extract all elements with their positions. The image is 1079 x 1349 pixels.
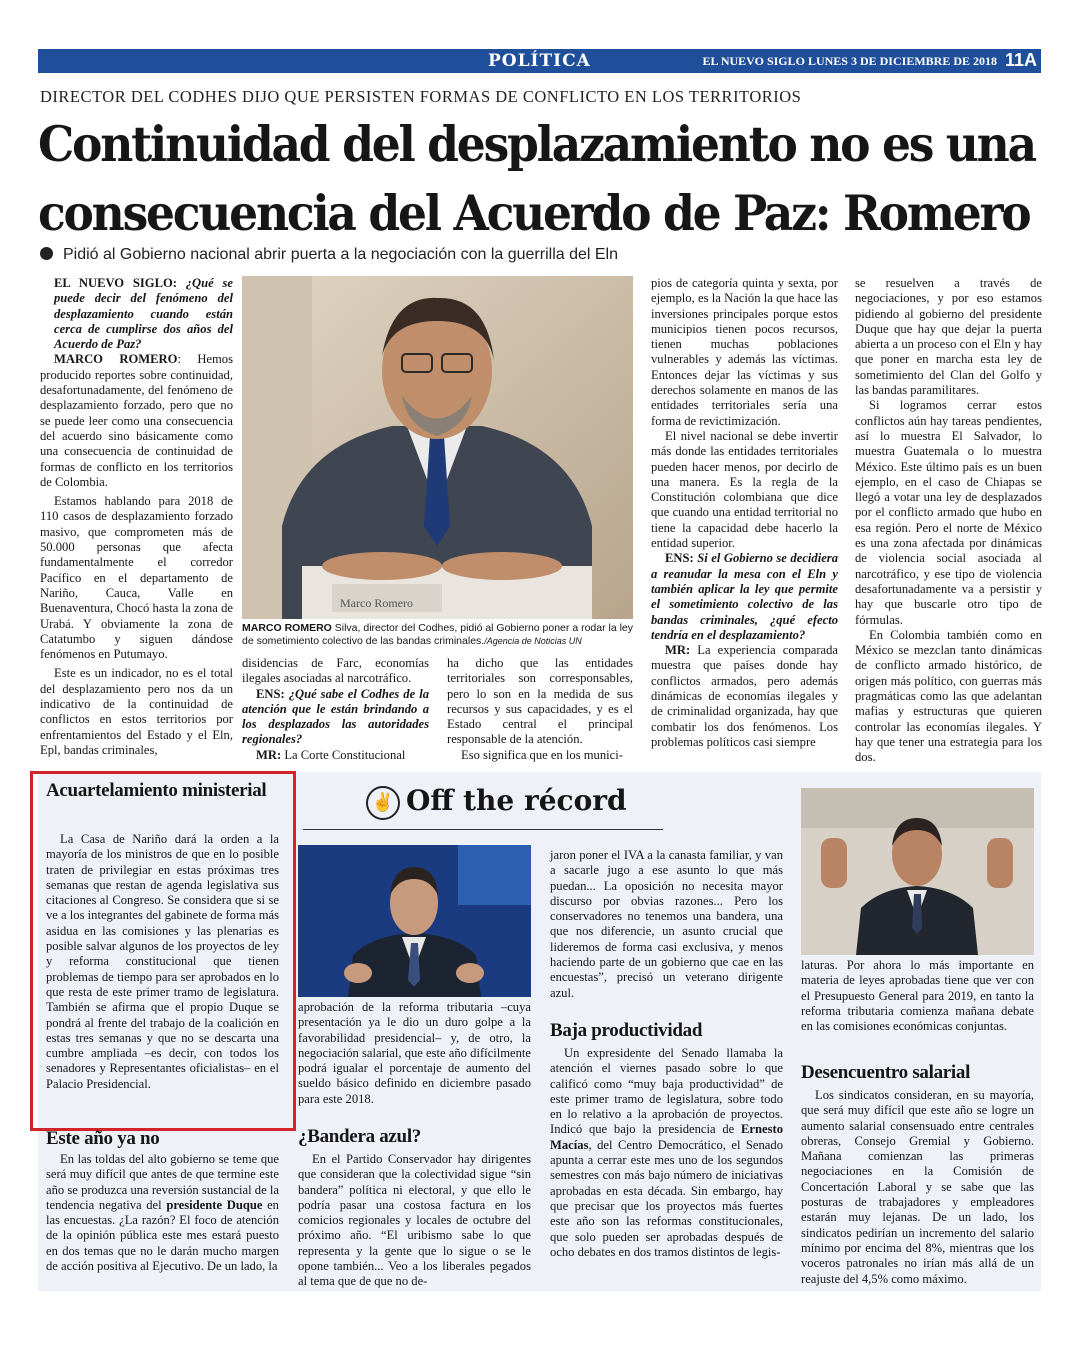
duque-illustration xyxy=(298,845,531,997)
paragraph: Eso significa que en los munici- xyxy=(461,747,623,762)
a-label: MR: xyxy=(256,747,282,762)
caption-text: Silva, director del Codhes, pidió al Gobierno poner a rodar la ley de sometimiento colectivo de las bandas criminales. xyxy=(242,622,634,647)
off-the-record-title xyxy=(366,784,627,820)
text: En las toldas del alto gobierno se teme que será muy difícil que antes de que termine este año se produzca una reversión sustancial de la tendencia negativa del xyxy=(46,1152,279,1212)
paragraph: aprobación de la reforma tributaria –cuya presentación ya le dio un duro golpe a la favorabilidad presidencial– y, de otro, la negociación salarial, que este año difícilmente podrá igualar el porcentaje de aumento del sueldo básico definido en diciembre pasado para este 2018. xyxy=(298,1000,531,1106)
answer: La Corte Constitucional xyxy=(281,747,406,762)
headline-line-2: consecuencia del Acuerdo de Paz: Romero xyxy=(38,184,1030,242)
victory-hand-icon: ✌ xyxy=(366,786,400,820)
este-ano-text xyxy=(46,1152,279,1274)
text: en las encuestas. ¿La razón? El foco de atención de la opinión pública este mes estará puesto en dos temas que no le darán mucho margen de acción positiva al Ejecutivo. De un lado, la xyxy=(46,1197,279,1274)
paragraph: se resuelven a través de negociaciones, y por eso estamos pidiendo al gobierno del presidente Duque que hay que dejar la puerta abierta a un proceso con el Eln y hay que poner en marcha esta ley de sometimiento del Clan del Golfo y las bandas paramilitares. xyxy=(855,276,1042,398)
subtitle xyxy=(40,246,618,264)
photo-duque xyxy=(298,845,531,997)
bandera-text xyxy=(298,1152,531,1290)
caption-name: MARCO ROMERO xyxy=(242,622,332,634)
acuartelamiento-text xyxy=(46,832,279,1092)
bold-name: presidente Duque xyxy=(166,1197,263,1212)
question-1: ¿Qué se puede decir del fenómeno del desplazamiento cuando están cerca de cumplirse dos años del Acuerdo de Paz? xyxy=(54,276,233,352)
desencuentro-title: Desencuentro salarial xyxy=(801,1062,971,1083)
dateline: EL NUEVO SIGLO LUNES 3 DE DICIEMBRE DE 2018 xyxy=(702,54,997,68)
col-c-text xyxy=(550,848,783,1001)
acuartelamiento-title: Acuartelamiento ministerial xyxy=(46,780,267,801)
question: Si el Gobierno se decidiera a reanudar la mesa con el Eln y también aplicar la ley que permite el sometimiento colectivo de las bandas criminales, ¿qué efecto tendría en el desplazamiento? xyxy=(651,551,838,642)
kicker: DIRECTOR DEL CODHES DIJO QUE PERSISTEN FORMAS DE CONFLICTO EN LOS TERRITORIOS xyxy=(40,87,802,106)
bullet-icon xyxy=(40,247,53,260)
photo-caption xyxy=(242,622,634,648)
paragraph: Este es un indicador, no es el total del desplazamiento pero nos da un indicativo de la continuidad de conflictos en estos territorios por enfrentamientos del Estado y el Eln, Epl, bandas criminales, xyxy=(40,666,233,757)
text: Un expresidente del Senado llamaba la atención el viernes pasado sobre lo que calificó como “muy baja productividad” de este primer tramo de legislatura, sobre todo en lo relativo a la aprobación de proyectos. Indicó que bajo la presidencia de xyxy=(550,1046,783,1137)
article-column-1 xyxy=(40,276,233,758)
photo-macias xyxy=(801,788,1034,955)
headline-line-1: Continuidad del desplazamiento no es una xyxy=(38,115,1035,173)
question: ¿Qué sabe el Codhes de la atención que le están brindando a los desplazados las autoridades regionales? xyxy=(242,686,429,747)
article-column-5 xyxy=(855,276,1042,766)
paragraph: laturas. Por ahora lo más importante en materia de leyes aprobadas tiene que ver con el Presupuesto General para 2019, en tanto la reforma tributaria comienza mañana debate en las comisiones económicas conjuntas. xyxy=(801,958,1034,1034)
answer-1: : Hemos producido reportes sobre continuidad, desafortunadamente, del fenómeno de desplazamiento forzado, pero que no se puede leer como una consecuencia del acuerdo sino básicamente como una consecuencia de continuidad de formas de conflicto en los territorios de Colombia. xyxy=(40,352,234,489)
q-label: ENS: xyxy=(665,551,694,566)
photo-marco-romero xyxy=(242,276,633,619)
q-label: ENS: xyxy=(256,686,285,701)
portrait-illustration xyxy=(242,276,633,619)
paragraph: Los sindicatos consideran, en su mayoría, que será muy difícil que este año se logre un aumento salarial consensuado entre centrales obreras, Consejo Gremial y Gobierno. Mañana comienzan las primeras negociaciones en la Comisión de Concertación Laboral y se sabe que las posturas de trabajadores y empleadores estarán muy lejanas. De un lado, los sindicatos pedirían un incremento del salario mínimo por encima del 8%, mientras que los voceros patronales no irían más allá de un reajuste del 4,5% como máximo. xyxy=(801,1088,1034,1286)
paragraph: En el Partido Conservador hay dirigentes que consideran que la colectividad sigue “sin bandera” política ni electoral, y que ello le podría pasar una costosa factura en los comicios regionales y locales de octubre del próximo año. “El uribismo sabe lo que representa y la gente que lo sigue o se le opone también... Veo a los liberales pegados al tema que de que no de- xyxy=(298,1152,531,1289)
bandera-title: ¿Bandera azul? xyxy=(298,1126,422,1147)
desencuentro-text xyxy=(801,1088,1034,1287)
a-label: MR: xyxy=(665,643,691,658)
paragraph: Si logramos cerrar estos conflictos aún hay tareas pendientes, así lo muestra El Salvador, lo muestra Guatemala o lo muestra México. Este último país es un buen ejemplo, en el caso de Chiapas se llegó a votar una ley de desplazados por el conflicto armado que hubo en esa región. Pero el norte de México es una zona afectada por dinámicas de violencia social asociada al narcotráfico, y ese tipo de violencia desafortunadamente va a persistir y hay que buscarle otro tipo de fórmulas. xyxy=(855,398,1042,627)
nameplate: Marco Romero xyxy=(340,596,413,610)
paragraph: disidencias de Farc, economías ilegales asociadas al narcotráfico. xyxy=(242,656,429,686)
este-ano-title: Este año ya no xyxy=(46,1128,160,1149)
bold-name: Ernesto Macías xyxy=(550,1122,783,1152)
paragraph: El nivel nacional se debe invertir más donde las entidades territoriales pueden hacer menos, por decirlo de una manera. Es la regla de la Constitución colombiana que dice que cuando una entidad territorial no tiene la capacidad debe hacerlo la entidad superior. xyxy=(651,428,838,551)
a-label: MARCO ROMERO xyxy=(54,352,178,367)
q-label: EL NUEVO SIGLO: xyxy=(54,276,177,290)
paragraph: ha dicho que las entidades territoriales son corresponsables, pero lo son en la medida de sus recursos y sus capacidades, y es el Estado central el principal responsable de la atención. xyxy=(447,656,633,747)
baja-text xyxy=(550,1046,783,1260)
header-bar xyxy=(38,49,1041,73)
paragraph: pios de categoría quinta y sexta, por ejemplo, es la Nación la que hace las inversiones principales porque estos municipios tienen pocos recursos, tienen muchas poblaciones vulnerables y además las víctimas. Entonces dejar las víctimas y sus derechos solamente en manos de las entidades territoriales sería una forma de revictimización. xyxy=(651,276,838,428)
article-column-2 xyxy=(242,656,429,763)
divider xyxy=(303,829,663,830)
section-label: POLÍTICA xyxy=(488,51,591,71)
paragraph: jaron poner el IVA a la canasta familiar, y van a sacarle jugo a ese asunto lo que más puedan... La oposición no necesita mayor discurso por obvias razones... Pero los conservadores no tenemos una bandera, una que nos diferencie, un asunto crucial que lideremos de forma casi exclusiva, y menos haciendo parte de un gobierno que cae en las encuestas”, precisó un veterano dirigente azul. xyxy=(550,848,783,1000)
macias-illustration xyxy=(801,788,1034,955)
paragraph: La Casa de Nariño dará la orden a la mayoría de los ministros de que en lo posible traten de privilegiar en estas próximas tres semanas que restan de agenda legislativa sus citaciones al Congreso. Se considera que si se ve a los integrantes del gabinete de forma más asidua en las comisiones y las plenarias es posible salvar algunos de los proyectos de ley y reforma constitucional que tienen problemas de tiempo para ser aprobados en lo que resta de este primer tramo de legislatura. También se afirma que el propio Duque se pondrá al frente del trabajo de la coalición en estas tres semanas y que no se descarta una cumbre ampliada –es decir, con todos los senadores y Representantes oficialistas– en el Palacio Presidencial. xyxy=(46,832,279,1091)
paragraph: En Colombia también como en México se mezclan tanto dinámicas de conflicto armado histórico, de origen más político, con guerras más pragmáticas como las que adelantan mafias y estructuras que quieren controlar las economías ilegales. Y hay que tener una estrategia para los dos. xyxy=(855,627,1042,765)
section-title: Off the récord xyxy=(406,784,627,817)
col-b-text xyxy=(298,1000,531,1107)
subtitle-text: Pidió al Gobierno nacional abrir puerta a la negociación con la guerrilla del Eln xyxy=(63,246,619,263)
baja-title: Baja productividad xyxy=(550,1020,703,1041)
col-d-text xyxy=(801,958,1034,1034)
answer: La experiencia comparada muestra que países donde hay conflictos armados, pero además dinámicas de economías ilegales y de criminalidad organizada, hay que combatir los dos fenómenos. Los problemas políticos casi siempre xyxy=(651,643,838,749)
article-column-4 xyxy=(651,276,838,750)
caption-credit: /Agencia de Noticias UN xyxy=(484,636,582,646)
page-number: 11A xyxy=(1004,50,1037,70)
text: , del Centro Democrático, el Senado apunta a cerrar este mes uno de los segundos semestres con más bajo número de iniciativas aprobadas en esta década. Sin embargo, hay que precisar que los proyectos más fuertes este año son las reformas constitucionales, que solo pueden ser aprobadas después de ocho debates en dos tramos distintos de legis- xyxy=(550,1137,783,1259)
paragraph: Estamos hablando para 2018 de 110 casos de desplazamiento forzado masivo, que comprometen más de 50.000 personas que afecta fundamentalmente el corredor Pacífico en el departamento de Nariño, Cauca, Valle en Buenaventura, Chocó hasta la zona de Urabá. Y obviamente la zona de Catatumbo y siguen dándose fenómenos en Putumayo. xyxy=(40,494,233,662)
article-column-3 xyxy=(447,656,633,763)
headline xyxy=(38,110,1035,248)
